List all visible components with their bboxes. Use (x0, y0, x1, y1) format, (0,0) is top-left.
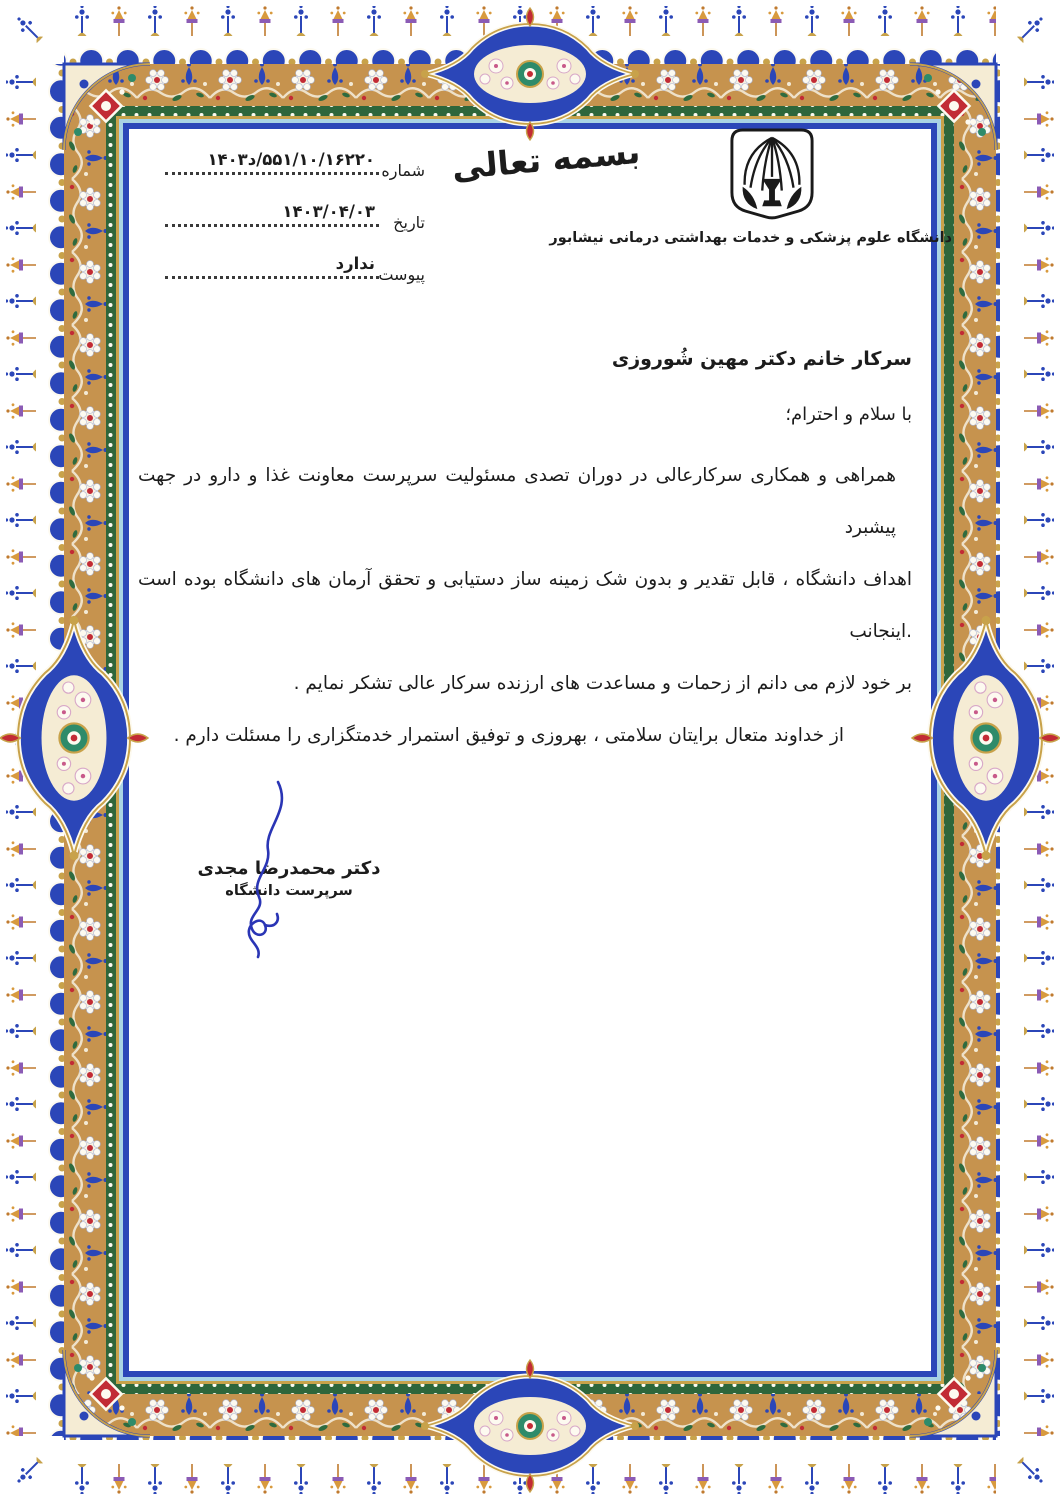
meta-row-attachment (163, 236, 425, 288)
letter-attachment-value: ندارد (335, 254, 375, 273)
body-line: از خداوند متعال برایتان سلامتی ، بهروزی و توفیق استمرار خدمتگزاری را مسئلت دارم . (173, 725, 844, 746)
body-line: بر خود لازم می دانم از زحمات و مساعدت های ارزنده سرکار عالی تشکر نمایم . (293, 673, 912, 694)
organization-name: دانشگاه علوم پزشکی و خدمات بهداشتی درمانی نیشابور (549, 230, 952, 246)
meta-row-date (163, 184, 425, 236)
letter-date-value: ۱۴۰۳/۰۴/۰۳ (282, 202, 375, 221)
body-line: همراهی و همکاری سرکارعالی در دوران تصدی مسئولیت سرپرست معاونت غذا و دارو در جهت پیشبرد (138, 465, 896, 538)
addressee-line: سرکار خانم دکتر مهین شُوروزی (611, 348, 912, 370)
meta-row-number (163, 132, 425, 184)
salutation-line: با سلام و احترام؛ (785, 404, 912, 425)
university-logo-icon (728, 126, 816, 220)
dotted-leader (165, 276, 379, 279)
letter-body (138, 450, 912, 762)
letter-number-label: شماره (381, 161, 425, 180)
signatory-title: سرپرست دانشگاه (225, 883, 353, 899)
dotted-leader (165, 172, 379, 175)
letter-attachment-label: پیوست (378, 265, 425, 284)
handwritten-signature-icon (222, 776, 314, 964)
signatory-name: دکتر محمدرضا مجدی (197, 858, 381, 879)
letterhead-meta (163, 132, 425, 288)
besmellah-calligraphy: بسمه تعالی (450, 131, 642, 188)
body-line: اهداف دانشگاه ، قابل تقدیر و بدون شک زمینه ساز دستیابی و تحقق آرمان های دانشگاه بوده است .اینجانب (138, 569, 912, 642)
dotted-leader (165, 224, 379, 227)
letter-date-label: تاریخ (393, 213, 425, 232)
letterhead-logo-block (549, 126, 952, 246)
letter-number-value: ۱۴۰۳د/۵۵۱/۱۰/۱۶۲۲۰ (207, 150, 375, 169)
